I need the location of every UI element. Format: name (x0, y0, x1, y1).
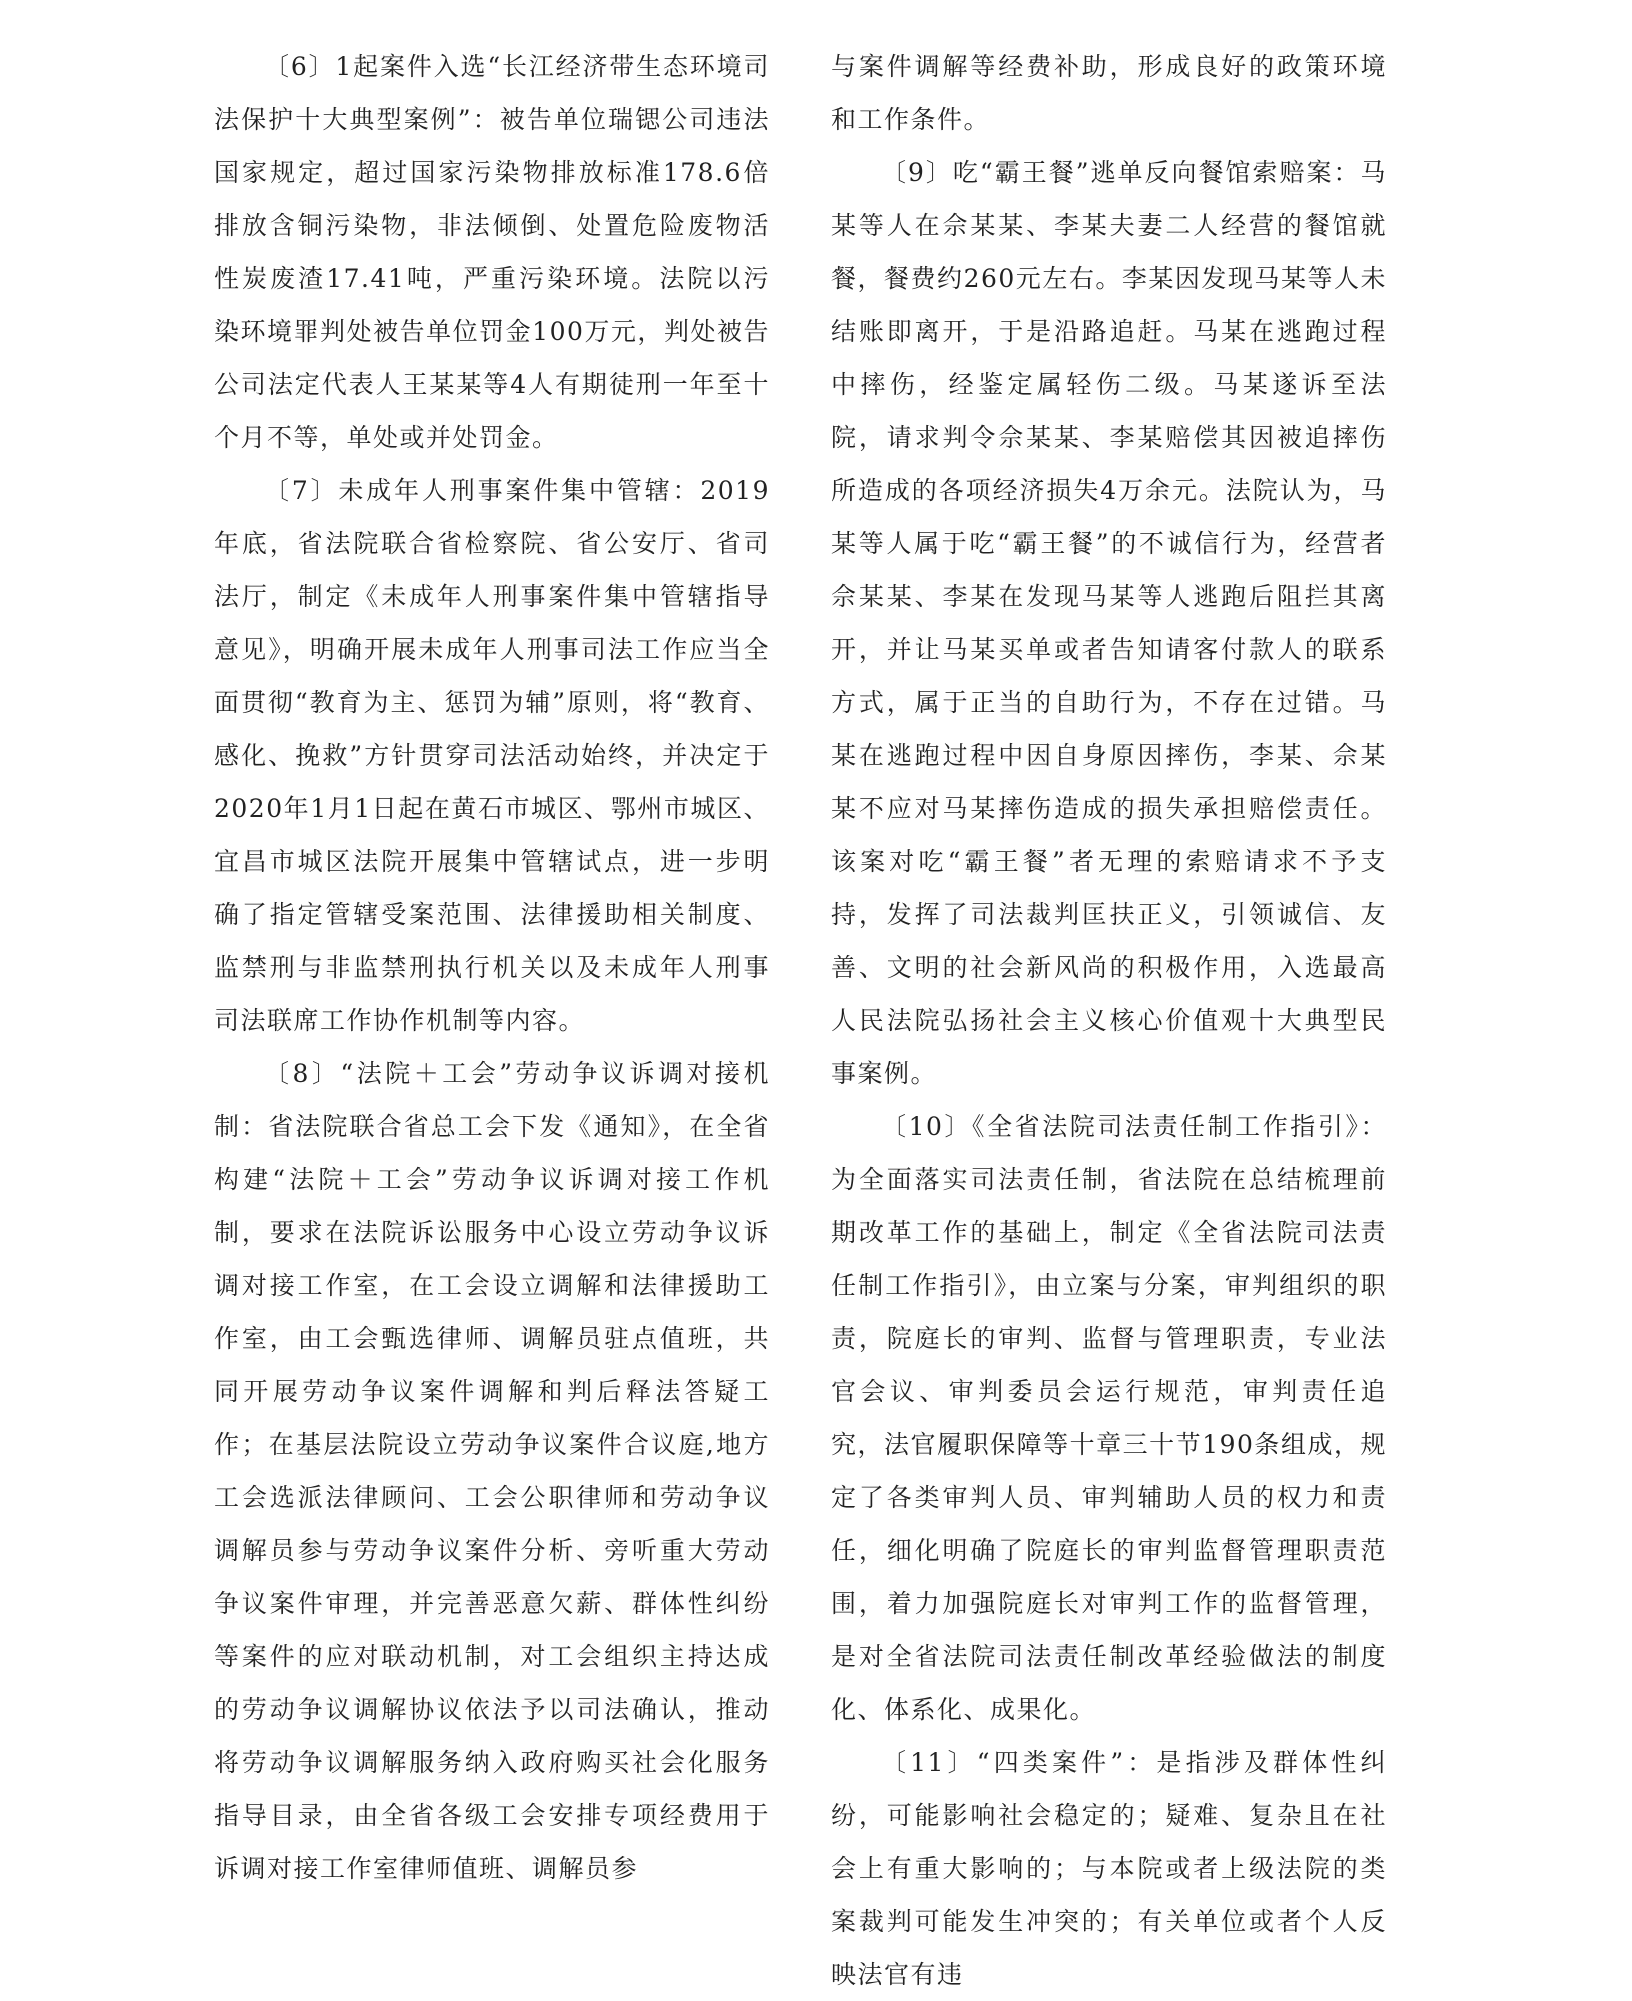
note-9-paragraph: 〔9〕吃“霸王餐”逃单反向餐馆索赔案：马某等人在佘某某、李某夫妻二人经营的餐馆就餐，餐费约260元左右。李某因发现马某等人未结账即离开，于是沿路追赶。马某在逃跑过程中摔伤，经鉴定属轻伤二级。马某遂诉至法院，请求判令佘某某、李某赔偿其因被追摔伤所造成的各项经济损失4万余元。法院认为，马某等人属于吃“霸王餐”的不诚信行为，经营者佘某某、李某在发现马某等人逃跑后阻拦其离开，并让马某买单或者告知请客付款人的联系方式，属于正当的自助行为，不存在过错。马某在逃跑过程中因自身原因摔伤，李某、佘某某不应对马某摔伤造成的损失承担赔偿责任。该案对吃“霸王餐”者无理的索赔请求不予支持，发挥了司法裁判匡扶正义，引领诚信、友善、文明的社会新风尚的积极作用，入选最高人民法院弘扬社会主义核心价值观十大典型民事案例。 (831, 158, 1387, 1088)
note-8-paragraph: 〔8〕“法院＋工会”劳动争议诉调对接机制：省法院联合省总工会下发《通知》，在全省构建“法院＋工会”劳动争议诉调对接工作机制，要求在法院诉讼服务中心设立劳动争议诉调对接工作室，在工会设立调解和法律援助工作室，由工会甄选律师、调解员驻点值班，共同开展劳动争议案件调解和判后释法答疑工作；在基层法院设立劳动争议案件合议庭,地方工会选派法律顾问、工会公职律师和劳动争议调解员参与劳动争议案件分析、旁听重大劳动争议案件审理，并完善恶意欠薪、群体性纠纷等案件的应对联动机制，对工会组织主持达成的劳动争议调解协议依法予以司法确认，推动将劳动争议调解服务纳入政府购买社会化服务指导目录，由全省各级工会安排专项经费用于诉调对接工作室律师值班、调解员参 (214, 1059, 770, 1883)
right-column (831, 40, 1387, 2001)
note-6-paragraph: 〔6〕1起案件入选“长江经济带生态环境司法保护十大典型案例”：被告单位瑞锶公司违法国家规定，超过国家污染物排放标准178.6倍排放含铜污染物，非法倾倒、处置危险废物活性炭废渣17.41吨，严重污染环境。法院以污染环境罪判处被告单位罚金100万元，判处被告公司法定代表人王某某等4人有期徒刑一年至十个月不等，单处或并处罚金。 (214, 52, 770, 452)
note-7-paragraph: 〔7〕未成年人刑事案件集中管辖：2019年底，省法院联合省检察院、省公安厅、省司法厅，制定《未成年人刑事案件集中管辖指导意见》，明确开展未成年人刑事司法工作应当全面贯彻“教育为主、惩罚为辅”原则，将“教育、感化、挽救”方针贯穿司法活动始终，并决定于2020年1月1日起在黄石市城区、鄂州市城区、宜昌市城区法院开展集中管辖试点，进一步明确了指定管辖受案范围、法律援助相关制度、监禁刑与非监禁刑执行机关以及未成年人刑事司法联席工作协作机制等内容。 (214, 476, 770, 1035)
left-column (214, 40, 770, 1895)
note-8-continuation: 与案件调解等经费补助，形成良好的政策环境和工作条件。 (831, 52, 1387, 134)
note-10-paragraph: 〔10〕《全省法院司法责任制工作指引》：为全面落实司法责任制，省法院在总结梳理前期改革工作的基础上，制定《全省法院司法责任制工作指引》，由立案与分案，审判组织的职责，院庭长的审判、监督与管理职责，专业法官会议、审判委员会运行规范，审判责任追究，法官履职保障等十章三十节190条组成，规定了各类审判人员、审判辅助人员的权力和责任，细化明确了院庭长的审判监督管理职责范围，着力加强院庭长对审判工作的监督管理，是对全省法院司法责任制改革经验做法的制度化、体系化、成果化。 (831, 1112, 1387, 1724)
note-11-paragraph: 〔11〕“四类案件”：是指涉及群体性纠纷，可能影响社会稳定的；疑难、复杂且在社会上有重大影响的；与本院或者上级法院的类案裁判可能发生冲突的；有关单位或者个人反映法官有违 (831, 1748, 1387, 1989)
